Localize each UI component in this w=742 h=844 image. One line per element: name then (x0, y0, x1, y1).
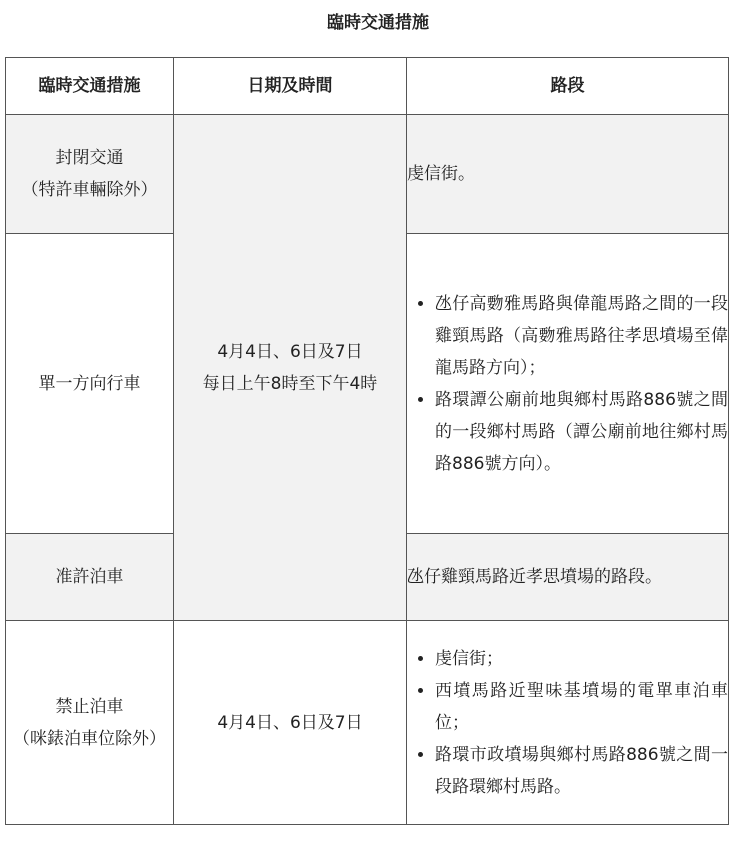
list-item: • 氹仔高覅雅馬路與偉龍馬路之間的一段雞頸馬路（高覅雅馬路往孝思墳場至偉龍馬路方向）； (435, 288, 728, 384)
measure-cell (6, 534, 174, 621)
measure-cell (6, 234, 174, 534)
traffic-measures-table (5, 57, 729, 825)
table-row (6, 621, 729, 825)
date-text: 4月4日、6日及7日 (217, 712, 363, 733)
measure-cell (6, 115, 174, 234)
measure-label: 禁止泊車 （咪錶泊車位除外） (13, 696, 166, 749)
list-item: • 路環市政墳場與鄉村馬路886號之間一段路環鄉村馬路。 (435, 739, 728, 803)
list-item: • 虔信街； (435, 643, 728, 675)
measure-label: 單一方向行車 (38, 373, 141, 394)
route-list (407, 282, 728, 486)
header-measure: 臨時交通措施 (6, 58, 174, 115)
route-text: 氹仔雞頸馬路近孝思墳場的路段。 (407, 567, 662, 587)
measure-label: 准許泊車 (55, 567, 124, 587)
route-cell (407, 115, 729, 234)
route-cell (407, 534, 729, 621)
header-date-time: 日期及時間 (174, 58, 407, 115)
time-text: 每日上午8時至下午4時 (202, 373, 378, 394)
date-text: 4月4日、6日及7日 (217, 341, 363, 362)
list-item: • 路環譚公廟前地與鄉村馬路886號之間的一段鄉村馬路（譚公廟前地往鄉村馬路886號方向）。 (435, 384, 728, 480)
header-route: 路段 (407, 58, 729, 115)
date-time-cell (174, 621, 407, 825)
measure-label: 封閉交通 （特許車輛除外） (21, 148, 158, 200)
table-row (6, 115, 729, 234)
route-list (407, 637, 728, 809)
table-header-row (6, 58, 729, 115)
table-caption: 臨時交通措施 (327, 13, 429, 33)
date-time-cell (174, 115, 407, 621)
measure-cell (6, 621, 174, 825)
route-text: 虔信街。 (407, 164, 475, 184)
route-cell (407, 621, 729, 825)
list-item: • 西墳馬路近聖味基墳場的電單車泊車位； (435, 675, 728, 739)
route-cell (407, 234, 729, 534)
